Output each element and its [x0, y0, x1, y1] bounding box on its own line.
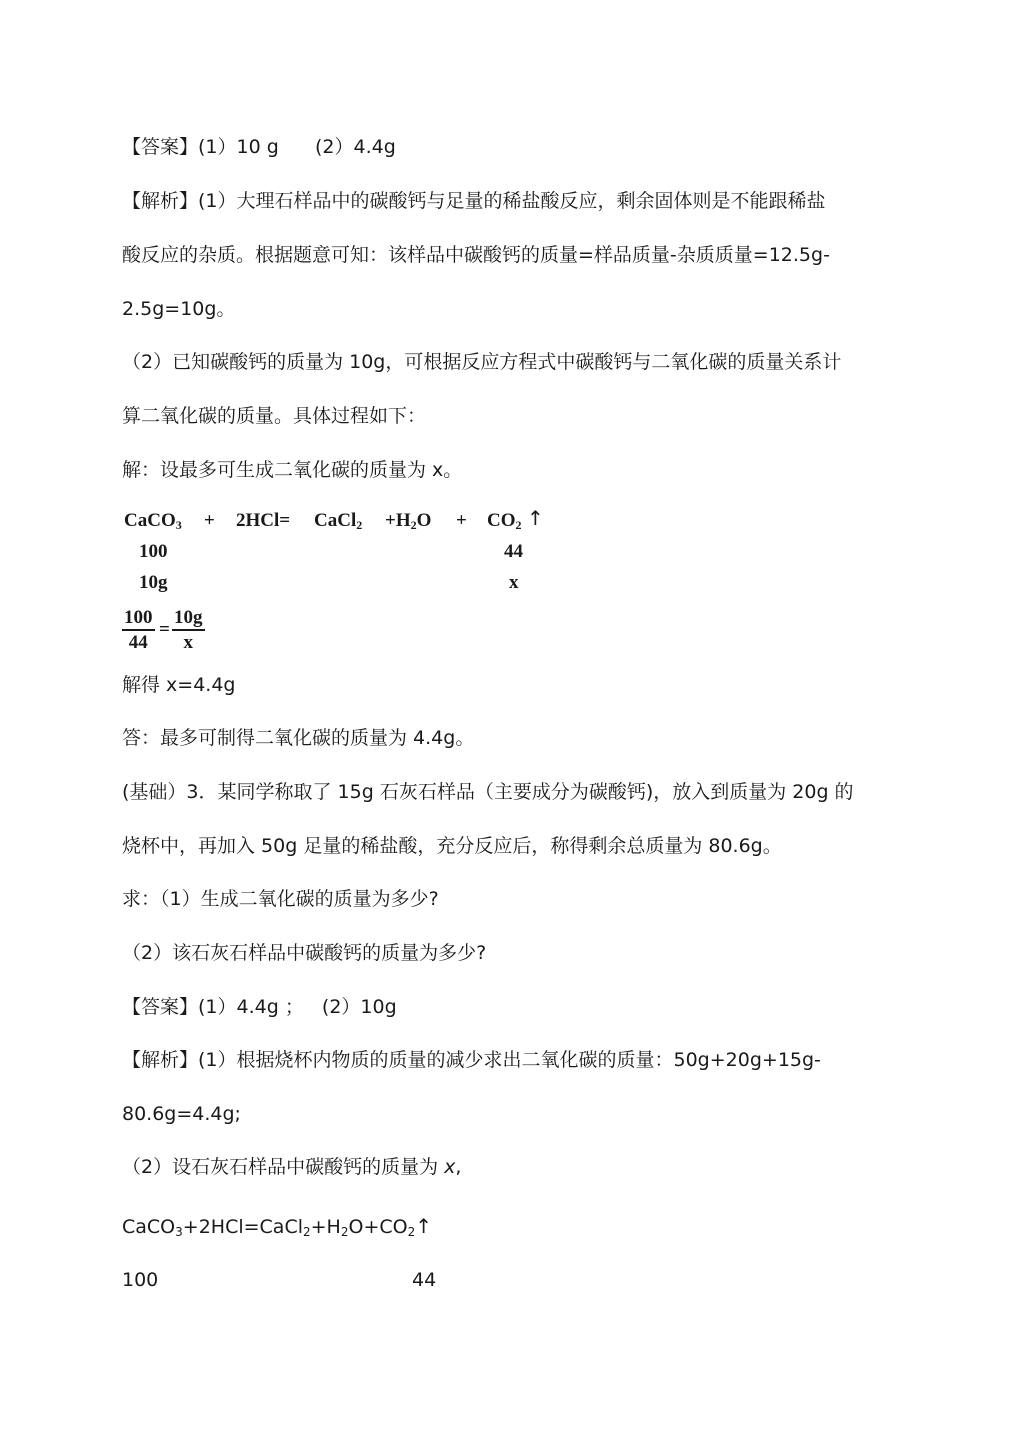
eq1-mass-100: 100 [139, 541, 168, 562]
ratio-fraction-2: $\frac{10g}{x}$ [174, 607, 203, 653]
equation-2: $CaCO_3+2HCl=CaCl_2+H_2O+CO_2↑$ [122, 1214, 433, 1239]
ratio-fraction-1: $\frac{100}{44}$ [124, 607, 153, 653]
eq1-caco3: CaCO$_3$ [124, 510, 182, 532]
eq1-cacl2: CaCl$_2$ [314, 510, 363, 532]
result-line: 解得 x=4.4g [122, 674, 236, 696]
eq1-co2: $CO_2$ [487, 510, 522, 532]
part2b-line: （2）设石灰石样品中碳酸钙的质量为 x, [122, 1156, 462, 1178]
eq1-plus-2: + [456, 510, 467, 531]
analysis2-line-2: 80.6g=4.4g; [122, 1103, 241, 1125]
answer-line-1: 【答案】(1）10 g (2）4.4g [122, 136, 396, 158]
part2-line-2: 算二氧化碳的质量。具体过程如下： [122, 405, 427, 427]
ratio-equals: = [159, 619, 170, 640]
up-arrow-icon: ↑ [415, 1214, 433, 1238]
answer-line-2: 【答案】(1）4.4g ； (2）10g [122, 996, 397, 1018]
solve-line: 解：设最多可生成二氧化碳的质量为 x。 [122, 459, 463, 481]
eq1-unknown-x: x [509, 572, 519, 593]
question-line-1: (基础）3．某同学称取了 15g 石灰石样品（主要成分为碳酸钙)，放入到质量为 20g 的 [122, 781, 854, 803]
analysis-line-1: 【解析】(1）大理石样品中的碳酸钙与足量的稀盐酸反应，剩余固体则是不能跟稀盐 [122, 190, 826, 212]
eq1-mass-44: 44 [504, 541, 523, 562]
analysis-line-2: 酸反应的杂质。根据题意可知：该样品中碳酸钙的质量=样品质量-杂质质量=12.5g- [122, 244, 830, 266]
ask-line-2: （2）该石灰石样品中碳酸钙的质量为多少? [122, 942, 487, 964]
eq1-hcl: 2HCl= [236, 510, 291, 531]
eq1-h2o: $+H_2O$ [385, 510, 432, 532]
question-line-2: 烧杯中，再加入 50g 足量的稀盐酸，充分反应后，称得剩余总质量为 80.6g。 [122, 835, 782, 857]
analysis2-line-1: 【解析】(1）根据烧杯内物质的质量的减少求出二氧化碳的质量：50g+20g+15g- [122, 1049, 821, 1071]
eq1-plus-1: + [204, 510, 215, 531]
eq2-mass-100: 100 [122, 1269, 159, 1291]
eq1-given-10g: 10g [139, 572, 168, 593]
analysis-line-3: 2.5g=10g。 [122, 298, 236, 320]
eq2-mass-44: 44 [412, 1269, 437, 1291]
up-arrow-icon: ↑ [527, 506, 544, 530]
ask-line-1: 求：（1）生成二氧化碳的质量为多少? [122, 888, 439, 910]
final-answer-line: 答：最多可制得二氧化碳的质量为 4.4g。 [122, 727, 475, 749]
part2-line-1: （2）已知碳酸钙的质量为 10g，可根据反应方程式中碳酸钙与二氧化碳的质量关系计 [122, 351, 842, 373]
